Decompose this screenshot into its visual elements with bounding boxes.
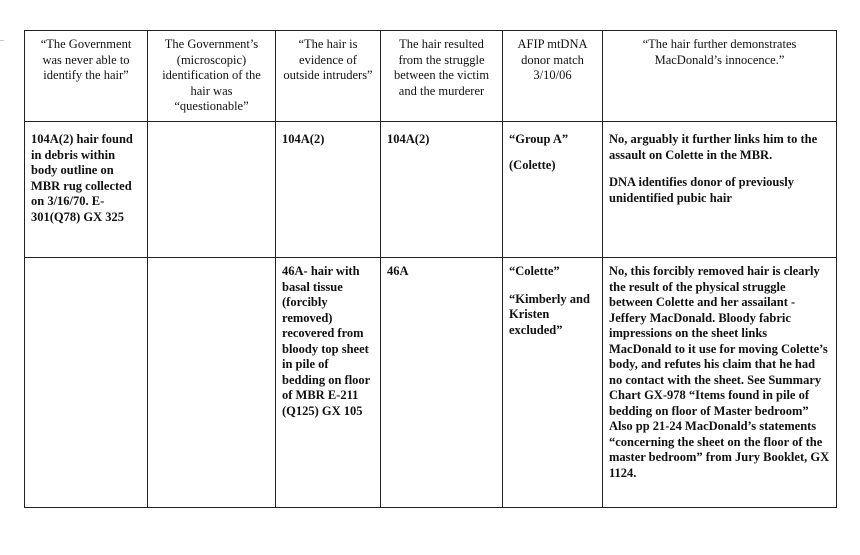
table-header-row (25, 31, 837, 122)
table-row (25, 122, 837, 258)
cell-conclusion (603, 122, 837, 258)
header-innocence: “The hair further demonstrates MacDonald’s innocence.” (603, 31, 837, 122)
conclusion-text: No, this forcibly removed hair is clearly the result of the physical struggle between Colette and her assailant - Jeffery MacDonald. Bloody fabric impressions on the sheet links MacDonald to it use for moving Colette’s body, and refutes his claim that he had no contact with the sheet. See Summary Chart GX-978 “Items found in pile of bedding on floor of Master bedroom” Also pp 21-24 MacDonald’s statements “concerning the sheet on the floor of the master bedroom” from Jury Booklet, GX 1124. (609, 264, 830, 480)
cell-empty (148, 258, 276, 508)
cell-specimen-id: 104A(2) (276, 122, 381, 258)
cell-specimen-id: 104A(2) (381, 122, 503, 258)
cell-hair-description: 104A(2) hair found in debris within body outline on MBR rug collected on 3/16/70. E-301(Q78) GX 325 (25, 122, 148, 258)
page-margin-mark (0, 40, 4, 41)
header-outside-intruders: “The hair is evidence of outside intruders” (276, 31, 381, 122)
dna-match-group: “Group A” (509, 132, 569, 146)
header-never-identified: “The Government was never able to identify the hair” (25, 31, 148, 122)
header-struggle: The hair resulted from the struggle between the victim and the murderer (381, 31, 503, 122)
cell-empty (148, 122, 276, 258)
table-row (25, 258, 837, 508)
header-identification-questionable: The Government’s (microscopic) identification of the hair was “questionable” (148, 31, 276, 122)
dna-match-donor: (Colette) (509, 157, 556, 172)
dna-match-exclusion: “Kimberly and Kristen excluded” (509, 291, 590, 337)
conclusion-text: No, arguably it further links him to the assault on Colette in the MBR. (609, 132, 818, 162)
cell-dna-match (503, 258, 603, 508)
cell-specimen-id: 46A (381, 258, 503, 508)
cell-dna-match (503, 122, 603, 258)
cell-empty (25, 258, 148, 508)
cell-conclusion (603, 258, 837, 508)
cell-hair-description: 46A- hair with basal tissue (forcibly removed) recovered from bloody top sheet in pile of bedding on floor of MBR E-211 (Q125) GX 105 (276, 258, 381, 508)
evidence-comparison-table (24, 30, 837, 508)
dna-match-group: “Colette” (509, 264, 560, 278)
header-mtdna-match: AFIP mtDNA donor match 3/10/06 (503, 31, 603, 122)
conclusion-note: DNA identifies donor of previously unidentified pubic hair (609, 175, 794, 205)
